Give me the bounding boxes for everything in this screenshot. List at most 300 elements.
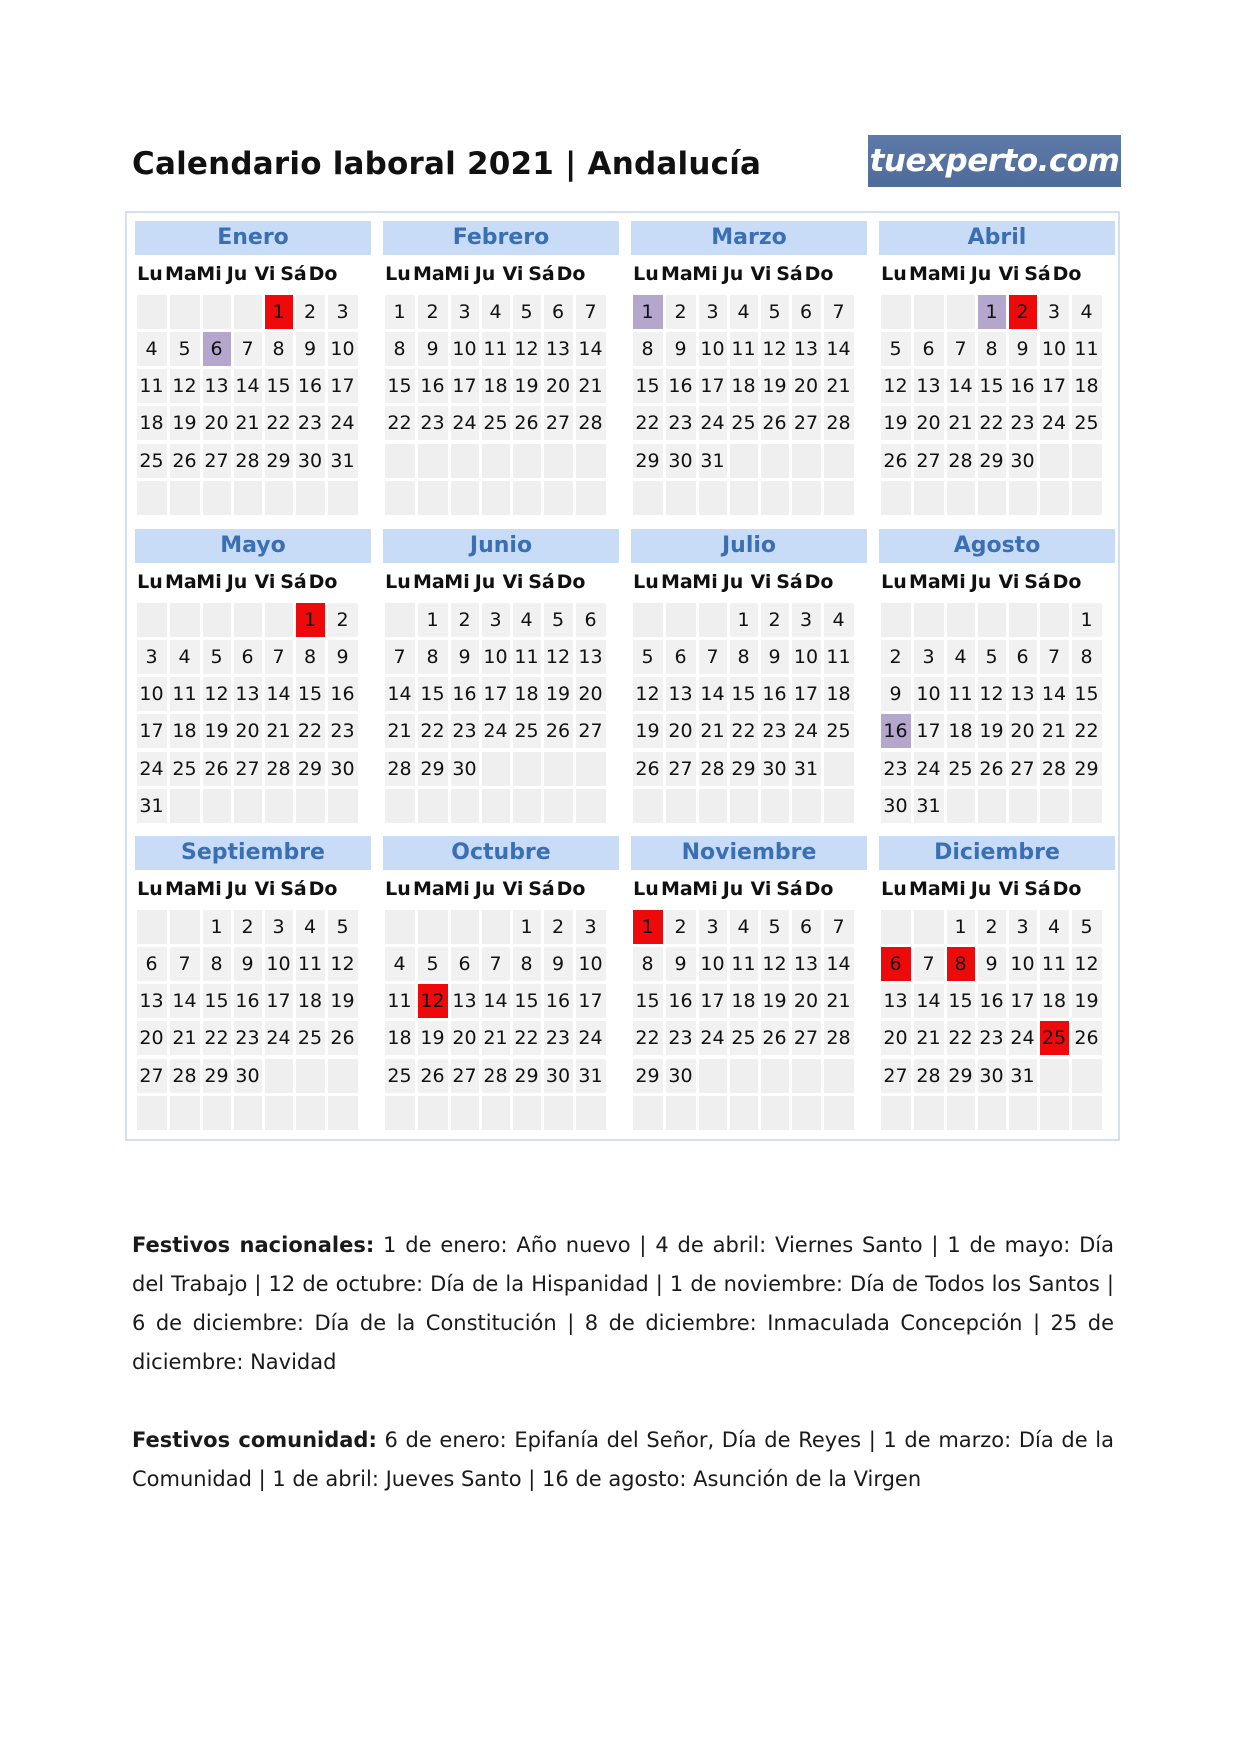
day-cell[interactable]: 23 — [544, 1021, 573, 1055]
day-cell[interactable]: 21 — [824, 984, 854, 1018]
day-cell[interactable]: 12 — [513, 332, 541, 366]
day-cell[interactable]: 21 — [265, 714, 293, 748]
day-cell[interactable]: 10 — [482, 640, 510, 674]
day-cell[interactable]: 8 — [1072, 640, 1102, 674]
day-cell[interactable]: 12 — [633, 677, 663, 711]
day-cell[interactable]: 28 — [699, 752, 727, 786]
day-cell[interactable]: 12 — [328, 947, 358, 981]
day-cell[interactable]: 13 — [792, 947, 821, 981]
day-cell[interactable]: 24 — [1009, 1021, 1037, 1055]
day-cell[interactable]: 2 — [234, 910, 262, 944]
day-cell[interactable]: 9 — [666, 947, 696, 981]
day-cell[interactable]: 14 — [824, 332, 854, 366]
day-cell[interactable]: 29 — [730, 752, 758, 786]
day-cell[interactable]: 20 — [792, 369, 821, 403]
day-cell[interactable]: 10 — [265, 947, 293, 981]
day-cell[interactable]: 17 — [914, 714, 944, 748]
day-cell[interactable]: 1 — [265, 295, 293, 329]
day-cell[interactable]: 21 — [385, 714, 415, 748]
day-cell[interactable]: 10 — [699, 332, 727, 366]
day-cell[interactable]: 30 — [234, 1059, 262, 1093]
day-cell[interactable]: 26 — [761, 406, 789, 440]
day-cell[interactable]: 14 — [947, 369, 975, 403]
day-cell[interactable]: 3 — [482, 603, 510, 637]
day-cell[interactable]: 4 — [1072, 295, 1102, 329]
day-cell[interactable]: 16 — [451, 677, 479, 711]
day-cell[interactable]: 20 — [881, 1021, 911, 1055]
day-cell[interactable]: 1 — [418, 603, 448, 637]
day-cell[interactable]: 21 — [947, 406, 975, 440]
day-cell[interactable]: 20 — [544, 369, 573, 403]
day-cell[interactable]: 7 — [385, 640, 415, 674]
day-cell[interactable]: 24 — [699, 1021, 727, 1055]
day-cell[interactable]: 19 — [170, 406, 200, 440]
day-cell[interactable]: 31 — [699, 444, 727, 478]
day-cell[interactable]: 26 — [881, 444, 911, 478]
day-cell[interactable]: 17 — [1040, 369, 1069, 403]
day-cell[interactable]: 27 — [1009, 752, 1037, 786]
day-cell[interactable]: 20 — [792, 984, 821, 1018]
day-cell[interactable]: 9 — [978, 947, 1006, 981]
day-cell[interactable]: 1 — [203, 910, 231, 944]
day-cell[interactable]: 29 — [418, 752, 448, 786]
day-cell[interactable]: 22 — [978, 406, 1006, 440]
day-cell[interactable]: 15 — [730, 677, 758, 711]
day-cell[interactable]: 3 — [265, 910, 293, 944]
day-cell[interactable]: 23 — [451, 714, 479, 748]
day-cell[interactable]: 28 — [385, 752, 415, 786]
day-cell[interactable]: 19 — [203, 714, 231, 748]
day-cell[interactable]: 16 — [881, 714, 911, 748]
day-cell[interactable]: 11 — [730, 332, 758, 366]
day-cell[interactable]: 15 — [296, 677, 325, 711]
day-cell[interactable]: 19 — [633, 714, 663, 748]
day-cell[interactable]: 10 — [576, 947, 606, 981]
day-cell[interactable]: 6 — [792, 295, 821, 329]
day-cell[interactable]: 10 — [1040, 332, 1069, 366]
day-cell[interactable]: 26 — [203, 752, 231, 786]
day-cell[interactable]: 22 — [385, 406, 415, 440]
day-cell[interactable]: 4 — [947, 640, 975, 674]
day-cell[interactable]: 7 — [1040, 640, 1069, 674]
day-cell[interactable]: 24 — [328, 406, 358, 440]
day-cell[interactable]: 16 — [1009, 369, 1037, 403]
day-cell[interactable]: 12 — [978, 677, 1006, 711]
day-cell[interactable]: 9 — [761, 640, 789, 674]
day-cell[interactable]: 1 — [978, 295, 1006, 329]
day-cell[interactable]: 20 — [137, 1021, 167, 1055]
day-cell[interactable]: 14 — [265, 677, 293, 711]
day-cell[interactable]: 2 — [296, 295, 325, 329]
day-cell[interactable]: 30 — [1009, 444, 1037, 478]
day-cell[interactable]: 26 — [544, 714, 573, 748]
day-cell[interactable]: 9 — [881, 677, 911, 711]
day-cell[interactable]: 13 — [576, 640, 606, 674]
day-cell[interactable]: 10 — [792, 640, 821, 674]
day-cell[interactable]: 27 — [451, 1059, 479, 1093]
day-cell[interactable]: 22 — [730, 714, 758, 748]
day-cell[interactable]: 3 — [137, 640, 167, 674]
day-cell[interactable]: 2 — [1009, 295, 1037, 329]
day-cell[interactable]: 6 — [203, 332, 231, 366]
day-cell[interactable]: 19 — [881, 406, 911, 440]
day-cell[interactable]: 2 — [761, 603, 789, 637]
day-cell[interactable]: 6 — [792, 910, 821, 944]
day-cell[interactable]: 9 — [451, 640, 479, 674]
day-cell[interactable]: 22 — [418, 714, 448, 748]
day-cell[interactable]: 22 — [1072, 714, 1102, 748]
day-cell[interactable]: 16 — [328, 677, 358, 711]
day-cell[interactable]: 13 — [881, 984, 911, 1018]
day-cell[interactable]: 17 — [792, 677, 821, 711]
day-cell[interactable]: 12 — [1072, 947, 1102, 981]
day-cell[interactable]: 27 — [792, 406, 821, 440]
day-cell[interactable]: 28 — [914, 1059, 944, 1093]
day-cell[interactable]: 11 — [482, 332, 510, 366]
day-cell[interactable]: 27 — [137, 1059, 167, 1093]
day-cell[interactable]: 31 — [576, 1059, 606, 1093]
day-cell[interactable]: 25 — [1072, 406, 1102, 440]
day-cell[interactable]: 6 — [666, 640, 696, 674]
day-cell[interactable]: 17 — [699, 984, 727, 1018]
day-cell[interactable]: 16 — [666, 369, 696, 403]
day-cell[interactable]: 24 — [1040, 406, 1069, 440]
day-cell[interactable]: 26 — [170, 444, 200, 478]
day-cell[interactable]: 26 — [1072, 1021, 1102, 1055]
day-cell[interactable]: 10 — [914, 677, 944, 711]
day-cell[interactable]: 28 — [824, 406, 854, 440]
day-cell[interactable]: 12 — [761, 947, 789, 981]
day-cell[interactable]: 18 — [137, 406, 167, 440]
day-cell[interactable]: 25 — [513, 714, 541, 748]
day-cell[interactable]: 11 — [137, 369, 167, 403]
day-cell[interactable]: 29 — [513, 1059, 541, 1093]
day-cell[interactable]: 18 — [385, 1021, 415, 1055]
day-cell[interactable]: 18 — [170, 714, 200, 748]
day-cell[interactable]: 15 — [1072, 677, 1102, 711]
day-cell[interactable]: 3 — [699, 910, 727, 944]
day-cell[interactable]: 18 — [947, 714, 975, 748]
day-cell[interactable]: 26 — [633, 752, 663, 786]
day-cell[interactable]: 18 — [482, 369, 510, 403]
day-cell[interactable]: 8 — [513, 947, 541, 981]
day-cell[interactable]: 7 — [699, 640, 727, 674]
day-cell[interactable]: 7 — [947, 332, 975, 366]
day-cell[interactable]: 23 — [666, 406, 696, 440]
day-cell[interactable]: 30 — [544, 1059, 573, 1093]
day-cell[interactable]: 26 — [328, 1021, 358, 1055]
day-cell[interactable]: 23 — [666, 1021, 696, 1055]
day-cell[interactable]: 5 — [761, 910, 789, 944]
day-cell[interactable]: 29 — [978, 444, 1006, 478]
day-cell[interactable]: 19 — [328, 984, 358, 1018]
day-cell[interactable]: 8 — [978, 332, 1006, 366]
day-cell[interactable]: 29 — [203, 1059, 231, 1093]
day-cell[interactable]: 14 — [699, 677, 727, 711]
day-cell[interactable]: 10 — [451, 332, 479, 366]
day-cell[interactable]: 12 — [881, 369, 911, 403]
day-cell[interactable]: 7 — [914, 947, 944, 981]
day-cell[interactable]: 11 — [1040, 947, 1069, 981]
day-cell[interactable]: 30 — [666, 444, 696, 478]
day-cell[interactable]: 8 — [265, 332, 293, 366]
day-cell[interactable]: 8 — [633, 947, 663, 981]
day-cell[interactable]: 27 — [234, 752, 262, 786]
day-cell[interactable]: 7 — [170, 947, 200, 981]
day-cell[interactable]: 15 — [978, 369, 1006, 403]
day-cell[interactable]: 15 — [203, 984, 231, 1018]
day-cell[interactable]: 3 — [1040, 295, 1069, 329]
day-cell[interactable]: 12 — [544, 640, 573, 674]
day-cell[interactable]: 15 — [947, 984, 975, 1018]
day-cell[interactable]: 18 — [730, 984, 758, 1018]
day-cell[interactable]: 9 — [328, 640, 358, 674]
day-cell[interactable]: 27 — [666, 752, 696, 786]
day-cell[interactable]: 22 — [633, 1021, 663, 1055]
day-cell[interactable]: 24 — [265, 1021, 293, 1055]
day-cell[interactable]: 30 — [881, 789, 911, 823]
day-cell[interactable]: 4 — [513, 603, 541, 637]
day-cell[interactable]: 22 — [633, 406, 663, 440]
day-cell[interactable]: 5 — [761, 295, 789, 329]
day-cell[interactable]: 11 — [824, 640, 854, 674]
day-cell[interactable]: 8 — [947, 947, 975, 981]
day-cell[interactable]: 1 — [633, 295, 663, 329]
day-cell[interactable]: 15 — [513, 984, 541, 1018]
day-cell[interactable]: 5 — [978, 640, 1006, 674]
day-cell[interactable]: 20 — [451, 1021, 479, 1055]
day-cell[interactable]: 7 — [234, 332, 262, 366]
day-cell[interactable]: 28 — [482, 1059, 510, 1093]
day-cell[interactable]: 18 — [1072, 369, 1102, 403]
day-cell[interactable]: 5 — [418, 947, 448, 981]
day-cell[interactable]: 6 — [881, 947, 911, 981]
day-cell[interactable]: 28 — [947, 444, 975, 478]
day-cell[interactable]: 25 — [170, 752, 200, 786]
day-cell[interactable]: 19 — [544, 677, 573, 711]
day-cell[interactable]: 9 — [666, 332, 696, 366]
day-cell[interactable]: 16 — [296, 369, 325, 403]
day-cell[interactable]: 21 — [824, 369, 854, 403]
day-cell[interactable]: 5 — [881, 332, 911, 366]
day-cell[interactable]: 8 — [730, 640, 758, 674]
day-cell[interactable]: 3 — [328, 295, 358, 329]
day-cell[interactable]: 12 — [203, 677, 231, 711]
day-cell[interactable]: 14 — [385, 677, 415, 711]
day-cell[interactable]: 10 — [137, 677, 167, 711]
day-cell[interactable]: 30 — [296, 444, 325, 478]
day-cell[interactable]: 20 — [1009, 714, 1037, 748]
day-cell[interactable]: 28 — [170, 1059, 200, 1093]
day-cell[interactable]: 16 — [666, 984, 696, 1018]
day-cell[interactable]: 30 — [451, 752, 479, 786]
day-cell[interactable]: 25 — [296, 1021, 325, 1055]
day-cell[interactable]: 4 — [730, 910, 758, 944]
day-cell[interactable]: 24 — [792, 714, 821, 748]
day-cell[interactable]: 10 — [328, 332, 358, 366]
day-cell[interactable]: 11 — [296, 947, 325, 981]
day-cell[interactable]: 23 — [328, 714, 358, 748]
day-cell[interactable]: 6 — [576, 603, 606, 637]
day-cell[interactable]: 30 — [761, 752, 789, 786]
day-cell[interactable]: 22 — [203, 1021, 231, 1055]
day-cell[interactable]: 6 — [451, 947, 479, 981]
day-cell[interactable]: 7 — [824, 295, 854, 329]
day-cell[interactable]: 24 — [482, 714, 510, 748]
day-cell[interactable]: 24 — [914, 752, 944, 786]
day-cell[interactable]: 3 — [1009, 910, 1037, 944]
day-cell[interactable]: 21 — [170, 1021, 200, 1055]
day-cell[interactable]: 30 — [666, 1059, 696, 1093]
day-cell[interactable]: 19 — [1072, 984, 1102, 1018]
day-cell[interactable]: 14 — [824, 947, 854, 981]
day-cell[interactable]: 23 — [881, 752, 911, 786]
day-cell[interactable]: 13 — [666, 677, 696, 711]
day-cell[interactable]: 5 — [544, 603, 573, 637]
day-cell[interactable]: 2 — [418, 295, 448, 329]
day-cell[interactable]: 12 — [170, 369, 200, 403]
day-cell[interactable]: 22 — [513, 1021, 541, 1055]
day-cell[interactable]: 19 — [761, 984, 789, 1018]
day-cell[interactable]: 17 — [265, 984, 293, 1018]
day-cell[interactable]: 6 — [234, 640, 262, 674]
day-cell[interactable]: 7 — [824, 910, 854, 944]
day-cell[interactable]: 14 — [1040, 677, 1069, 711]
day-cell[interactable]: 14 — [482, 984, 510, 1018]
day-cell[interactable]: 20 — [203, 406, 231, 440]
day-cell[interactable]: 7 — [576, 295, 606, 329]
day-cell[interactable]: 19 — [513, 369, 541, 403]
day-cell[interactable]: 4 — [482, 295, 510, 329]
day-cell[interactable]: 9 — [1009, 332, 1037, 366]
day-cell[interactable]: 1 — [633, 910, 663, 944]
day-cell[interactable]: 20 — [666, 714, 696, 748]
day-cell[interactable]: 2 — [328, 603, 358, 637]
day-cell[interactable]: 2 — [881, 640, 911, 674]
day-cell[interactable]: 31 — [1009, 1059, 1037, 1093]
day-cell[interactable]: 25 — [824, 714, 854, 748]
day-cell[interactable]: 22 — [265, 406, 293, 440]
day-cell[interactable]: 31 — [137, 789, 167, 823]
day-cell[interactable]: 19 — [978, 714, 1006, 748]
day-cell[interactable]: 31 — [914, 789, 944, 823]
day-cell[interactable]: 8 — [418, 640, 448, 674]
day-cell[interactable]: 5 — [328, 910, 358, 944]
day-cell[interactable]: 13 — [1009, 677, 1037, 711]
day-cell[interactable]: 2 — [978, 910, 1006, 944]
day-cell[interactable]: 13 — [792, 332, 821, 366]
day-cell[interactable]: 29 — [296, 752, 325, 786]
day-cell[interactable]: 21 — [576, 369, 606, 403]
day-cell[interactable]: 13 — [544, 332, 573, 366]
day-cell[interactable]: 15 — [418, 677, 448, 711]
day-cell[interactable]: 21 — [1040, 714, 1069, 748]
day-cell[interactable]: 3 — [914, 640, 944, 674]
day-cell[interactable]: 11 — [730, 947, 758, 981]
day-cell[interactable]: 17 — [137, 714, 167, 748]
day-cell[interactable]: 23 — [761, 714, 789, 748]
brand-logo[interactable]: tuexperto.com — [868, 135, 1121, 187]
day-cell[interactable]: 8 — [633, 332, 663, 366]
day-cell[interactable]: 1 — [385, 295, 415, 329]
day-cell[interactable]: 25 — [730, 1021, 758, 1055]
day-cell[interactable]: 6 — [544, 295, 573, 329]
day-cell[interactable]: 2 — [451, 603, 479, 637]
day-cell[interactable]: 27 — [203, 444, 231, 478]
day-cell[interactable]: 25 — [137, 444, 167, 478]
day-cell[interactable]: 23 — [978, 1021, 1006, 1055]
day-cell[interactable]: 26 — [761, 1021, 789, 1055]
day-cell[interactable]: 24 — [699, 406, 727, 440]
day-cell[interactable]: 30 — [978, 1059, 1006, 1093]
day-cell[interactable]: 25 — [1040, 1021, 1069, 1055]
day-cell[interactable]: 28 — [265, 752, 293, 786]
day-cell[interactable]: 27 — [914, 444, 944, 478]
day-cell[interactable]: 18 — [296, 984, 325, 1018]
day-cell[interactable]: 26 — [418, 1059, 448, 1093]
day-cell[interactable]: 7 — [265, 640, 293, 674]
day-cell[interactable]: 7 — [482, 947, 510, 981]
day-cell[interactable]: 16 — [418, 369, 448, 403]
day-cell[interactable]: 15 — [633, 369, 663, 403]
day-cell[interactable]: 27 — [881, 1059, 911, 1093]
day-cell[interactable]: 27 — [792, 1021, 821, 1055]
day-cell[interactable]: 25 — [730, 406, 758, 440]
day-cell[interactable]: 17 — [1009, 984, 1037, 1018]
day-cell[interactable]: 11 — [170, 677, 200, 711]
day-cell[interactable]: 24 — [137, 752, 167, 786]
day-cell[interactable]: 2 — [666, 910, 696, 944]
day-cell[interactable]: 3 — [576, 910, 606, 944]
day-cell[interactable]: 8 — [203, 947, 231, 981]
day-cell[interactable]: 16 — [544, 984, 573, 1018]
day-cell[interactable]: 19 — [418, 1021, 448, 1055]
day-cell[interactable]: 11 — [947, 677, 975, 711]
day-cell[interactable]: 6 — [1009, 640, 1037, 674]
day-cell[interactable]: 13 — [451, 984, 479, 1018]
day-cell[interactable]: 28 — [824, 1021, 854, 1055]
day-cell[interactable]: 4 — [296, 910, 325, 944]
day-cell[interactable]: 13 — [203, 369, 231, 403]
day-cell[interactable]: 14 — [576, 332, 606, 366]
day-cell[interactable]: 28 — [234, 444, 262, 478]
day-cell[interactable]: 11 — [385, 984, 415, 1018]
day-cell[interactable]: 16 — [761, 677, 789, 711]
day-cell[interactable]: 5 — [170, 332, 200, 366]
day-cell[interactable]: 28 — [576, 406, 606, 440]
day-cell[interactable]: 25 — [385, 1059, 415, 1093]
day-cell[interactable]: 13 — [137, 984, 167, 1018]
day-cell[interactable]: 18 — [1040, 984, 1069, 1018]
day-cell[interactable]: 27 — [576, 714, 606, 748]
day-cell[interactable]: 10 — [699, 947, 727, 981]
day-cell[interactable]: 10 — [1009, 947, 1037, 981]
day-cell[interactable]: 4 — [1040, 910, 1069, 944]
day-cell[interactable]: 21 — [699, 714, 727, 748]
day-cell[interactable]: 18 — [730, 369, 758, 403]
day-cell[interactable]: 17 — [328, 369, 358, 403]
day-cell[interactable]: 1 — [513, 910, 541, 944]
day-cell[interactable]: 17 — [576, 984, 606, 1018]
day-cell[interactable]: 29 — [633, 1059, 663, 1093]
day-cell[interactable]: 28 — [1040, 752, 1069, 786]
day-cell[interactable]: 26 — [513, 406, 541, 440]
day-cell[interactable]: 4 — [137, 332, 167, 366]
day-cell[interactable]: 2 — [666, 295, 696, 329]
day-cell[interactable]: 30 — [328, 752, 358, 786]
day-cell[interactable]: 24 — [451, 406, 479, 440]
day-cell[interactable]: 17 — [699, 369, 727, 403]
